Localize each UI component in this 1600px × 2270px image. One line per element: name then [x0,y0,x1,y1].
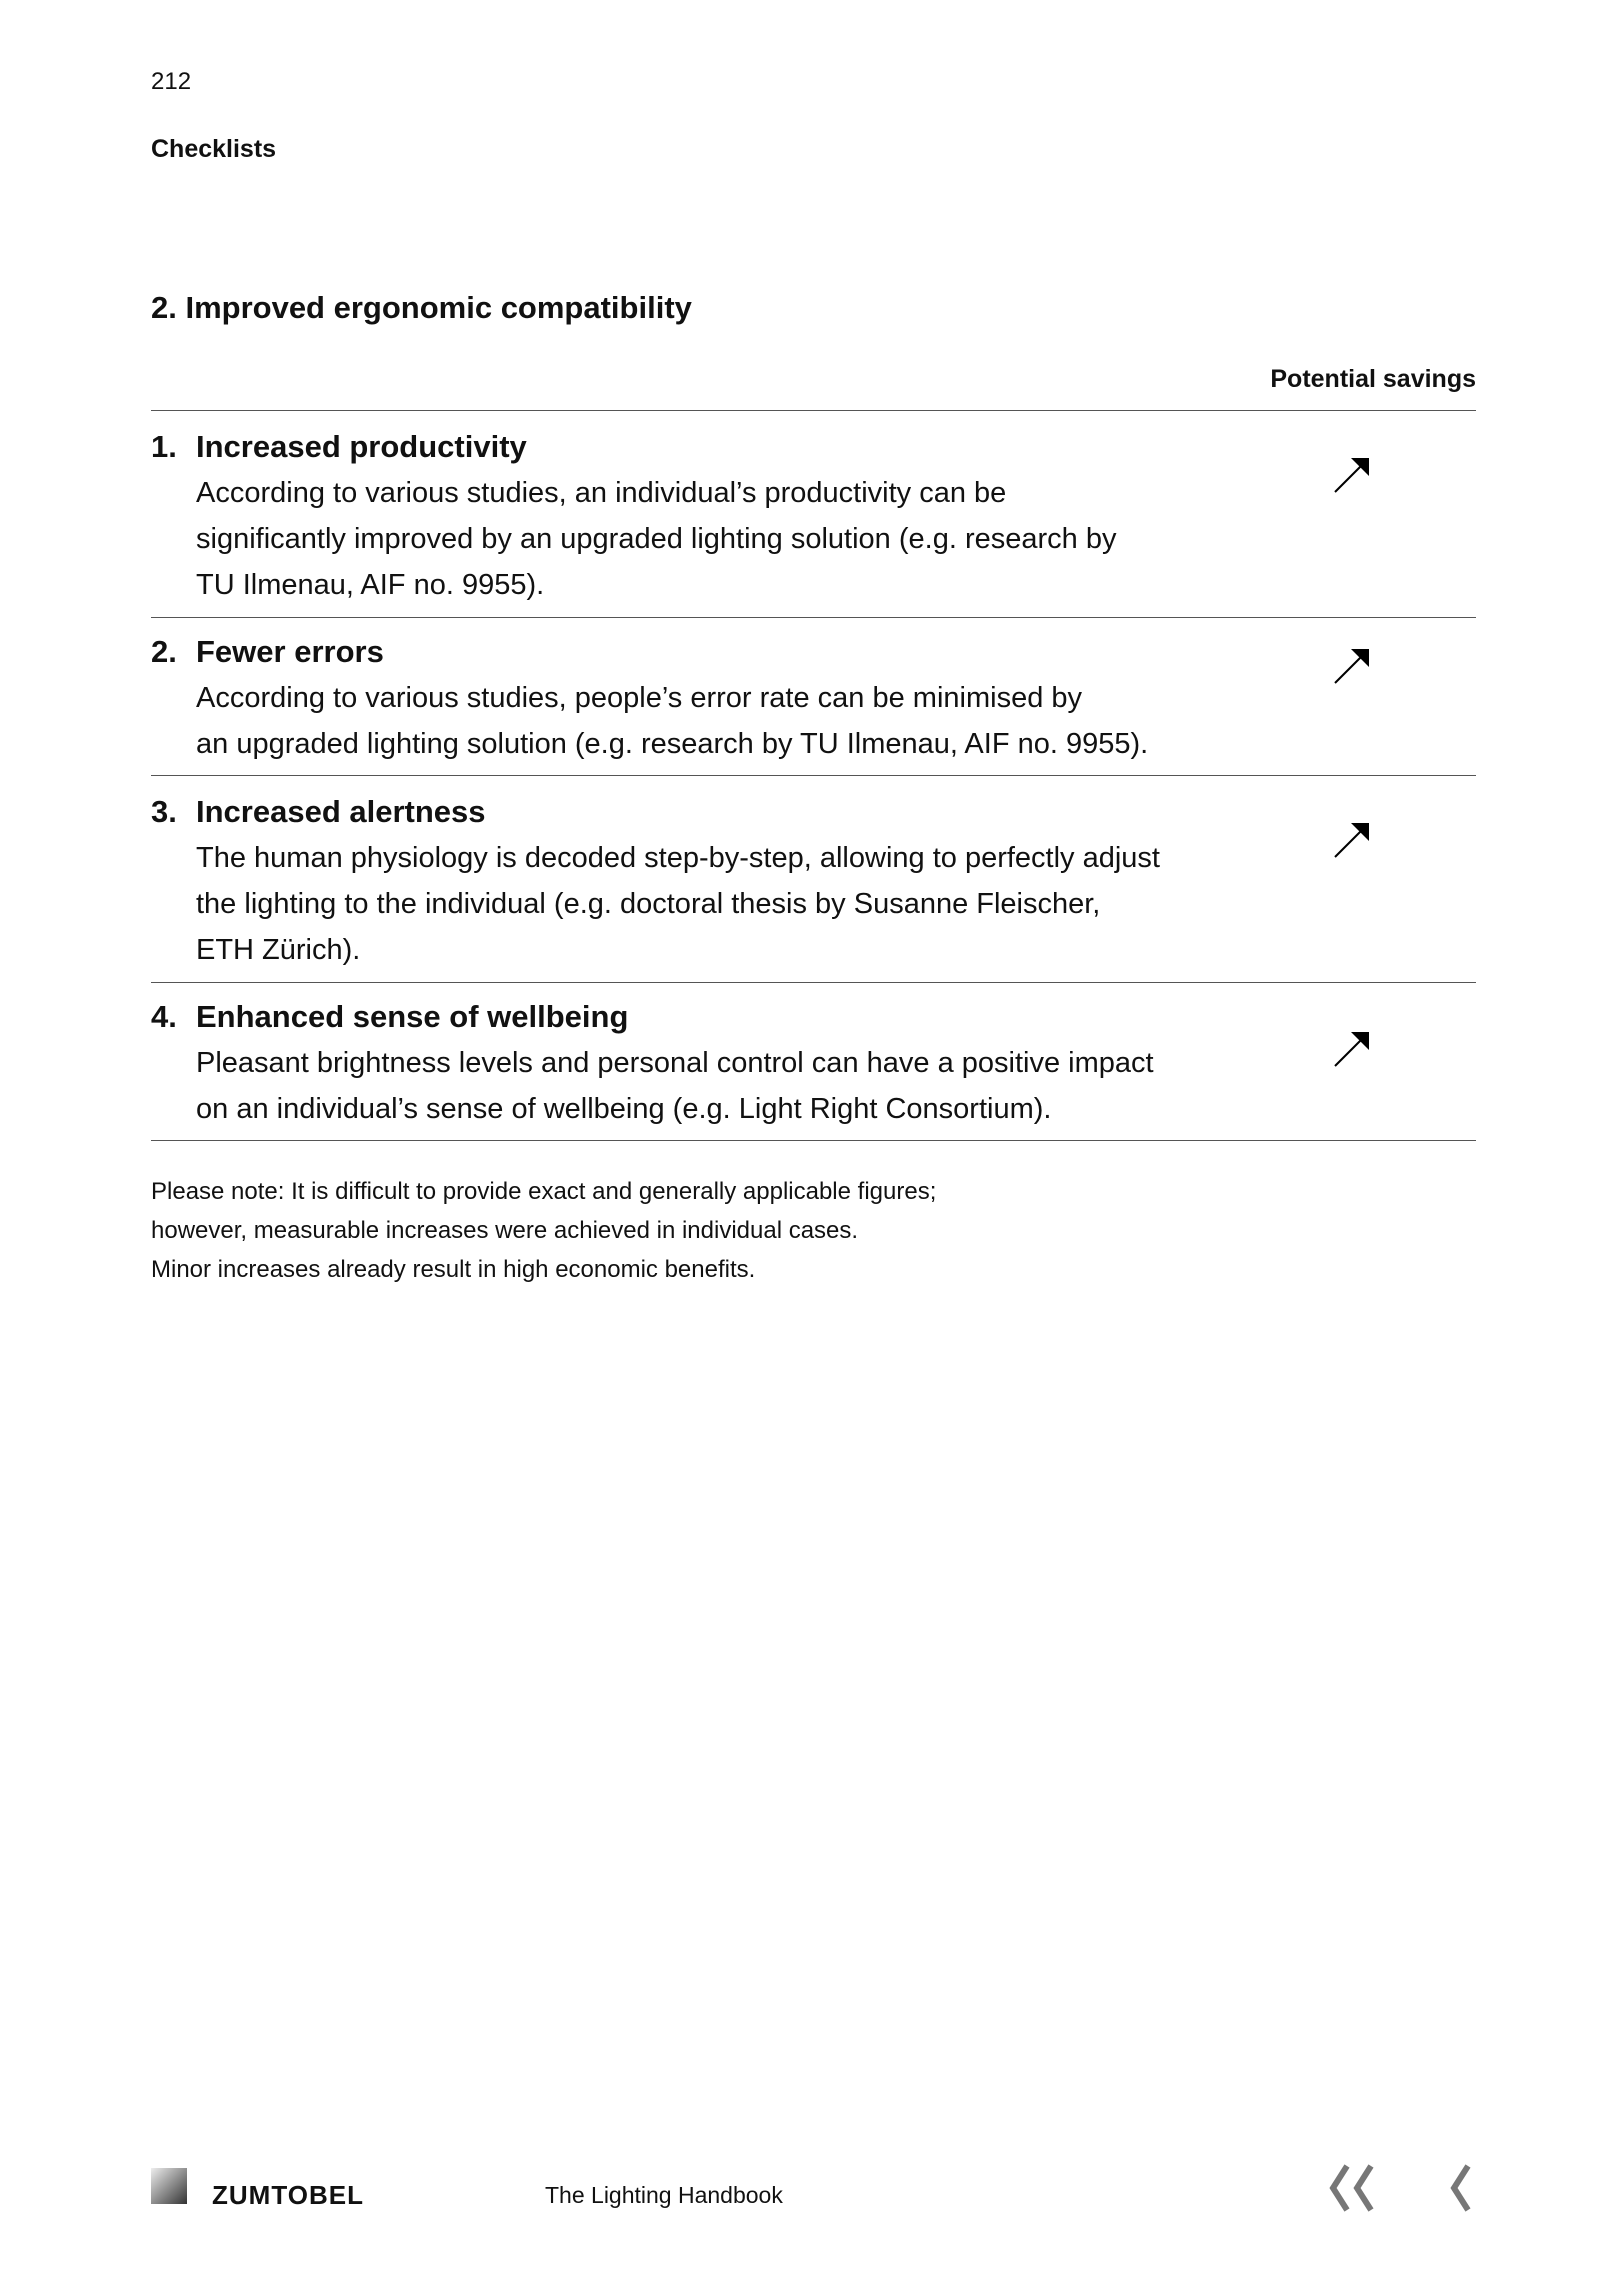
page-heading: 2. Improved ergonomic compatibility [151,290,692,325]
divider [151,617,1476,618]
item-title: Increased productivity [196,429,527,464]
note-line: Please note: It is difficult to provide exact and generally applicable figures; [151,1178,937,1205]
item-text: ETH Zürich). [196,934,361,966]
item-text: on an individual’s sense of wellbeing (e.g. Light Right Consortium). [196,1093,1052,1125]
item-text: According to various studies, people’s error rate can be minimised by [196,682,1083,714]
note-line: however, measurable increases were achieved in individual cases. [151,1217,859,1244]
note-line: Minor increases already result in high economic benefits. [151,1256,756,1283]
item-text: TU Ilmenau, AIF no. 9955). [196,569,545,601]
divider [151,982,1476,983]
item-text: significantly improved by an upgraded lighting solution (e.g. research by [196,523,1117,555]
list-item [151,789,1476,973]
divider [151,1140,1476,1141]
item-title: Fewer errors [196,634,384,669]
item-text: the lighting to the individual (e.g. doctoral thesis by Susanne Fleischer, [196,888,1101,920]
arrow-up-right-icon [1331,645,1373,687]
item-text: Pleasant brightness levels and personal control can have a positive impact [196,1047,1154,1079]
book-title: The Lighting Handbook [545,2182,783,2208]
arrow-up-right-icon [1331,454,1373,496]
item-text: According to various studies, an individual’s productivity can be [196,477,1007,509]
column-header: Potential savings [1270,365,1476,393]
footnote [151,1172,936,1289]
divider [151,775,1476,776]
arrow-up-right-icon [1331,819,1373,861]
arrow-up-right-icon [1331,1028,1373,1070]
page-number: 212 [151,68,192,95]
item-number: 1. [151,429,177,464]
previous-page-button[interactable] [1446,2162,1478,2214]
item-title: Increased alertness [196,794,486,829]
divider [151,410,1476,411]
section-title: Checklists [151,135,277,163]
brand-name: ZUMTOBEL [212,2180,364,2210]
item-title: Enhanced sense of wellbeing [196,999,629,1034]
item-number: 2. [151,634,177,669]
list-item [151,629,1476,767]
item-number: 4. [151,999,177,1034]
list-item [151,424,1476,608]
zumtobel-logo-icon [151,2168,187,2204]
list-item [151,994,1476,1132]
item-text: an upgraded lighting solution (e.g. research by TU Ilmenau, AIF no. 9955). [196,728,1149,760]
item-number: 3. [151,794,177,829]
first-page-button[interactable] [1325,2162,1387,2214]
item-text: The human physiology is decoded step-by-step, allowing to perfectly adjust [196,842,1160,874]
